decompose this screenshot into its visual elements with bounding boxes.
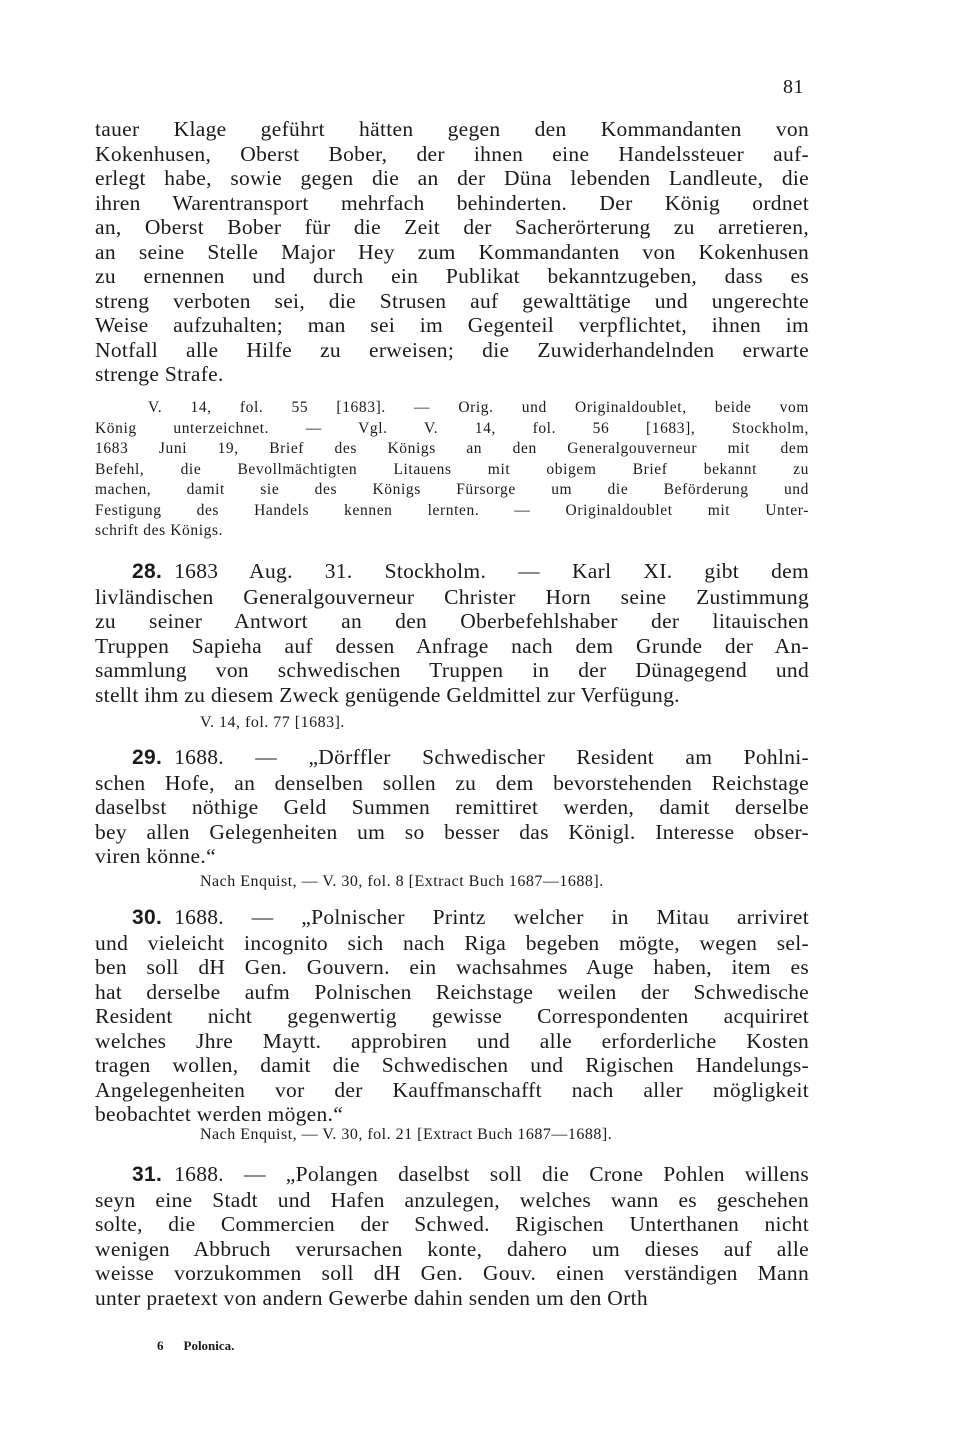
entry-29 xyxy=(95,745,809,869)
entry-text-line: ben soll dH Gen. Gouvern. ein wachsahmes Auge haben, item es xyxy=(95,955,809,979)
text-line: zu ernennen und durch ein Publikat bekanntzugeben, dass es xyxy=(95,264,809,288)
signature-number: 6 xyxy=(157,1338,164,1353)
entry-number: 29. xyxy=(132,746,163,769)
entry-text-line: stellt ihm zu diesem Zweck genügende Geldmittel zur Verfügung. xyxy=(95,682,680,707)
entry-heading-text: 1688. — „Dörffler Schwedischer Resident am Pohlni- xyxy=(174,745,809,769)
entry-29-source: Nach Enquist, — V. 30, fol. 8 [Extract Buch 1687—1688]. xyxy=(200,873,604,890)
text-line: Weise aufzuhalten; man sei im Gegenteil verpflichtet, ihnen im xyxy=(95,313,809,337)
text-line: erlegt habe, sowie gegen die an der Düna lebenden Landleute, die xyxy=(95,166,809,190)
text-line: an seine Stelle Major Hey zum Kommandanten von Kokenhusen xyxy=(95,239,809,264)
text-line: streng verboten sei, die Strusen auf gewalttätige und ungerechte xyxy=(95,288,809,313)
entry-text-line: sammlung von schwedischen Truppen in der Dünagegend und xyxy=(95,658,809,682)
footnote-line: V. 14, fol. 55 [1683]. — Orig. und Originaldoublet, beide vom xyxy=(148,399,809,416)
entry-heading-line xyxy=(95,1162,809,1188)
entry-number: 31. xyxy=(132,1163,163,1186)
intro-paragraph xyxy=(95,117,809,387)
text-line: Kokenhusen, Oberst Bober, der ihnen eine Handelssteuer auf- xyxy=(95,141,809,166)
footnote-line: Festigung des Handels kennen lernten. — Originaldoublet mit Unter- xyxy=(95,501,809,519)
entry-heading-text: 1688. — „Polangen daselbst soll die Crone Pohlen willens xyxy=(174,1162,809,1186)
page-number: 81 xyxy=(783,76,804,98)
entry-heading-line xyxy=(95,745,809,771)
entry-number: 28. xyxy=(132,560,163,583)
entry-31 xyxy=(95,1162,809,1310)
entry-text-line: solte, die Commercien der Schwed. Rigischen Unterthanen nicht xyxy=(95,1212,809,1236)
entry-text-line: daselbst nöthige Geld Summen remittiret werden, damit derselbe xyxy=(95,795,809,819)
entry-text-line: Resident nicht gegenwertig gewisse Correspondenten acquiriret xyxy=(95,1004,809,1028)
text-line: strenge Strafe. xyxy=(95,362,224,386)
printer-signature xyxy=(157,1338,234,1354)
entry-heading-text: 1688. — „Polnischer Printz welcher in Mitau arriviret xyxy=(174,905,809,929)
entry-text-line: viren könne.“ xyxy=(95,844,216,868)
footnote-line: Befehl, die Bevollmächtigten Litauens mit obigem Brief bekannt zu xyxy=(95,460,809,478)
entry-text-line: seyn eine Stadt und Hafen anzulegen, welches wann es geschehen xyxy=(95,1187,809,1212)
footnote-line: schrift des Königs. xyxy=(95,522,224,539)
entry-28 xyxy=(95,559,809,707)
entry-text-line: schen Hofe, an denselben sollen zu dem bevorstehenden Reichstage xyxy=(95,770,809,795)
text-line: an, Oberst Bober für die Zeit der Sacherörterung zu arretieren, xyxy=(95,215,809,239)
entry-text-line: weisse vorzukommen soll dH Gen. Gouv. einen verständigen Mann xyxy=(95,1261,809,1285)
entry-text-line: unter praetext von andern Gewerbe dahin senden um den Orth xyxy=(95,1285,648,1310)
entry-text-line: Truppen Sapieha auf dessen Anfrage nach dem Grunde der An- xyxy=(95,633,809,658)
entry-text-line: livländischen Generalgouverneur Christer Horn seine Zustimmung xyxy=(95,584,809,609)
entry-text-line: welches Jhre Maytt. approbiren und alle erforderliche Kosten xyxy=(95,1028,809,1053)
footnote-line: machen, damit sie des Königs Fürsorge um die Beförderung und xyxy=(95,481,809,498)
entry-30-source: Nach Enquist, — V. 30, fol. 21 [Extract Buch 1687—1688]. xyxy=(200,1126,613,1143)
entry-text-line: Angelegenheiten vor der Kauffmanschafft nach aller mögligkeit xyxy=(95,1077,809,1102)
intro-footnote xyxy=(95,398,809,542)
entry-text-line: und vieleicht incognito sich nach Riga begeben mögte, wegen sel- xyxy=(95,930,809,955)
entry-heading-line xyxy=(95,559,809,585)
signature-label: Polonica. xyxy=(183,1338,235,1353)
entry-heading-text: 1683 Aug. 31. Stockholm. — Karl XI. gibt dem xyxy=(174,559,809,583)
entry-text-line: zu seiner Antwort an den Oberbefehlshaber der litauischen xyxy=(95,609,809,633)
text-line: ihren Warentransport mehrfach behinderten. Der König ordnet xyxy=(95,190,809,215)
footnote-line: König unterzeichnet. — Vgl. V. 14, fol. 56 [1683], Stockholm, xyxy=(95,419,809,437)
entry-number: 30. xyxy=(132,906,163,929)
entry-text-line: beobachtet werden mögen.“ xyxy=(95,1102,344,1126)
entry-text-line: tragen wollen, damit die Schwedischen und Rigischen Handelungs- xyxy=(95,1053,809,1077)
entry-text-line: wenigen Abbruch verursachen konte, dahero um dieses auf alle xyxy=(95,1236,809,1261)
text-line: Notfall alle Hilfe zu erweisen; die Zuwiderhandelnden erwarte xyxy=(95,337,809,362)
text-line: tauer Klage geführt hätten gegen den Kommandanten von xyxy=(95,117,809,141)
entry-30 xyxy=(95,905,809,1127)
footnote-line: 1683 Juni 19, Brief des Königs an den Generalgouverneur mit dem xyxy=(95,440,809,457)
entry-text-line: hat derselbe aufm Polnischen Reichstage weilen der Schwedische xyxy=(95,979,809,1004)
entry-28-source: V. 14, fol. 77 [1683]. xyxy=(200,714,345,731)
entry-text-line: bey allen Gelegenheiten um so besser das Königl. Interesse obser- xyxy=(95,819,809,844)
entry-heading-line xyxy=(95,905,809,931)
